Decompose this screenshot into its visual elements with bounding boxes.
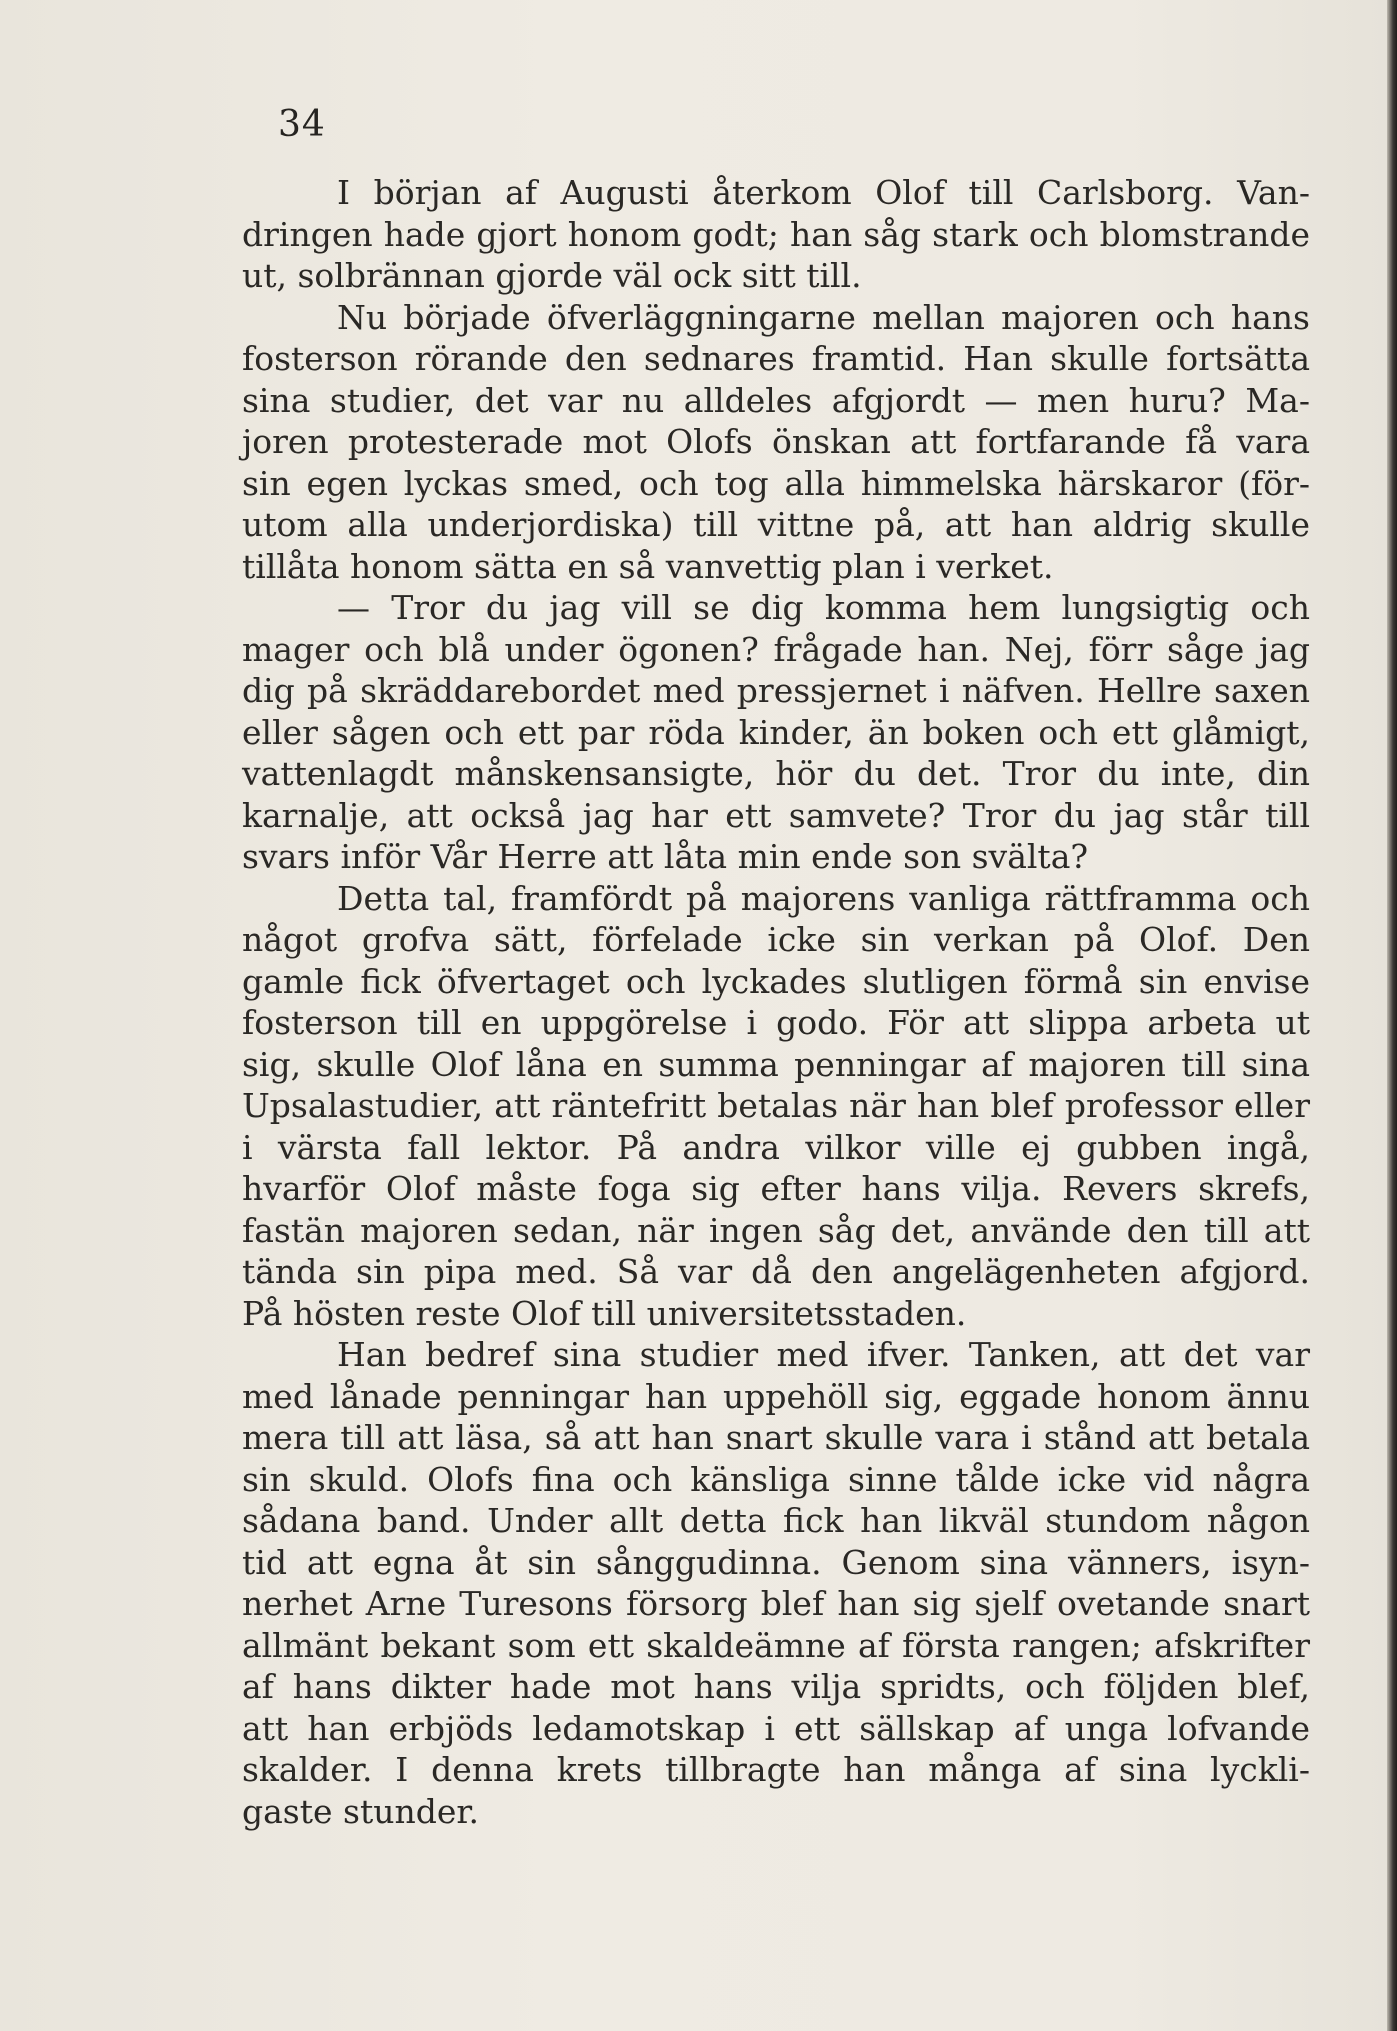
text-line: — Tror du jag vill se dig komma hem lungsigtig och — [337, 588, 1310, 627]
text-line: sina studier, det var nu alldeles afgjordt — men huru? Ma- — [242, 380, 1310, 420]
text-line: Nu började öfverläggningarne mellan majoren och hans — [337, 297, 1310, 337]
text-line: I början af Augusti återkom Olof till Carlsborg. Van- — [337, 173, 1310, 212]
text-line: i värsta fall lektor. På andra vilkor ville ej gubben ingå, — [242, 1127, 1310, 1167]
text-line: mera till att läsa, så att han snart skulle vara i stånd att betala — [242, 1418, 1310, 1457]
text-line: dringen hade gjort honom godt; han såg stark och blomstrande — [242, 214, 1310, 254]
page-number: 34 — [278, 104, 326, 145]
text-line: sin egen lyckas smed, och tog alla himmelska härskaror (för- — [242, 463, 1310, 503]
text-line: allmänt bekant som ett skaldeämne af första rangen; afskrifter — [242, 1625, 1310, 1665]
text-line: tända sin pipa med. Så var då den angelägenheten afgjord. — [242, 1252, 1310, 1291]
text-line: Upsalastudier, att räntefritt betalas när han blef professor eller — [242, 1086, 1310, 1125]
text-line: eller sågen och ett par röda kinder, än boken och ett glåmigt, — [242, 712, 1310, 752]
text-line: tid att egna åt sin sånggudinna. Genom sina vänners, isyn- — [242, 1542, 1310, 1582]
text-line: fosterson rörande den sednares framtid. Han skulle fortsätta — [242, 339, 1310, 378]
text-line: svars inför Vår Herre att låta min ende son svälta? — [242, 837, 1089, 876]
text-line: med lånade penningar han uppehöll sig, eggade honom ännu — [242, 1376, 1310, 1416]
text-line: joren protesterade mot Olofs önskan att fortfarande få vara — [242, 422, 1310, 461]
text-line: något grofva sätt, förfelade icke sin verkan på Olof. Den — [242, 920, 1310, 959]
text-line: mager och blå under ögonen? frågade han. Nej, förr såge jag — [242, 629, 1310, 669]
text-line: tillåta honom sätta en så vanvettig plan i verket. — [242, 546, 1054, 586]
text-line: På hösten reste Olof till universitetsstaden. — [242, 1293, 967, 1333]
text-line: gamle fick öfvertaget och lyckades slutligen förmå sin envise — [242, 961, 1310, 1001]
text-line: fosterson till en uppgörelse i godo. För att slippa arbeta ut — [242, 1003, 1310, 1042]
text-line: fastän majoren sedan, när ingen såg det, använde den till att — [242, 1210, 1310, 1250]
text-line: att han erbjöds ledamotskap i ett sällskap af unga lofvande — [242, 1708, 1310, 1748]
text-line: dig på skräddarebordet med pressjernet i näfven. Hellre saxen — [242, 671, 1310, 710]
text-line: sådana band. Under allt detta fick han likväl stundom någon — [242, 1501, 1310, 1540]
text-line: Han bedref sina studier med ifver. Tanken, att det var — [337, 1335, 1310, 1374]
text-line: sin skuld. Olofs fina och känsliga sinne tålde icke vid några — [242, 1459, 1310, 1499]
text-line: Detta tal, framfördt på majorens vanliga rättframma och — [337, 878, 1310, 918]
text-line: karnalje, att också jag har ett samvete? Tror du jag står till — [242, 795, 1310, 835]
body-text — [242, 172, 1310, 1832]
page-edge-shadow — [1387, 0, 1397, 2031]
text-line: hvarför Olof måste foga sig efter hans vilja. Revers skrefs, — [242, 1169, 1310, 1208]
text-line: ut, solbrännan gjorde väl ock sitt till. — [242, 256, 862, 295]
text-line: af hans dikter hade mot hans vilja spridts, och följden blef, — [242, 1667, 1310, 1706]
text-line: utom alla underjordiska) till vittne på, att han aldrig skulle — [242, 505, 1310, 544]
text-line: nerhet Arne Turesons försorg blef han sig sjelf ovetande snart — [242, 1584, 1310, 1623]
text-line: skalder. I denna krets tillbragte han många af sina lyckli- — [242, 1750, 1310, 1789]
text-line: sig, skulle Olof låna en summa penningar af majoren till sina — [242, 1044, 1310, 1084]
text-line: vattenlagdt månskensansigte, hör du det. Tror du inte, din — [242, 754, 1310, 793]
text-line: gaste stunder. — [242, 1791, 480, 1831]
